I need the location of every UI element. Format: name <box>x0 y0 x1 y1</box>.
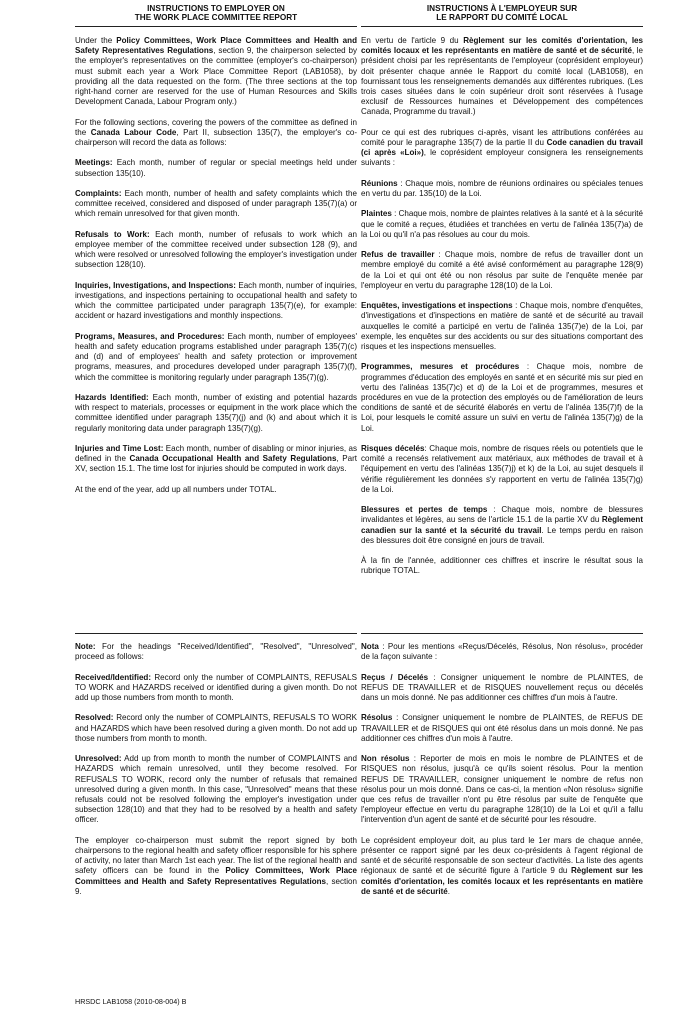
hazards-paragraph: Hazards Identified: Each month, number of existing and potential hazards with respect to materials, processes or equipment in the work place which the committee identified under paragraph 135(7)(j) and (k) and about which it is regularly monitoring data under paragraph 135(7)(g). <box>75 393 357 433</box>
header-french <box>361 4 643 27</box>
english-notes <box>75 642 357 907</box>
french-instructions <box>361 36 643 587</box>
unresolved-paragraph: Unresolved: Add up from month to month the number of COMPLAINTS and HAZARDS which remain unresolved, until they become resolved. For REFUSALS TO WORK, record only the number of refusals that remained unresolved during a given month. In this case, "Unresolved" means that these refusals could not be resolved following the employer's investigation under subsection 128(10) and that they had to be resolved by a health and safety officer. <box>75 754 357 825</box>
end-year-paragraph: À la fin de l'année, additionner ces chiffres et inscrire le résultat sous la rubrique TOTAL. <box>361 556 643 576</box>
inquiries-paragraph: Inquiries, Investigations, and Inspections: Each month, number of inquiries, investigations, and inspections pertaining to occupational health and safety to which the committee participated under paragraph 135(7)(e), for example: accident or hazard investigations and monthly inspections. <box>75 280 357 321</box>
english-instructions <box>75 36 357 505</box>
sections-paragraph: Pour ce qui est des rubriques ci-après, visant les attributions conférées au comité pour le paragraphe 135(7) de la partie II du Code canadien du travail (ci après «Loi»), le coprésident employeur consignera les renseignements suivants : <box>361 127 643 168</box>
header-english-line1: INSTRUCTIONS TO EMPLOYER ON <box>147 4 285 13</box>
note-paragraph: Nota : Pour les mentions «Reçus/Décelés, Résolus, Non résolus», procéder de la façon suivante : <box>361 642 643 662</box>
submit-paragraph: Le coprésident employeur doit, au plus tard le 1er mars de chaque année, présenter ce rapport signé par les deux co-présidents à l'agent régional de santé et de sécurité responsable de son secteur d'activités. La liste des agents régionaux de santé et de sécurité figure à l'article 9 du Règlement sur les comités d'orientation, les comités locaux et les représentants en matière de santé et de sécurité. <box>361 835 643 896</box>
meetings-paragraph: Réunions : Chaque mois, nombre de réunions ordinaires ou spéciales tenues en vertu du par. 135(10) de la Loi. <box>361 178 643 199</box>
complaints-paragraph: Complaints: Each month, number of health and safety complaints which the committee received, considered and disposed of under paragraph 135(7)(a) or which remain unresolved for that given month. <box>75 189 357 219</box>
resolved-paragraph: Resolved: Record only the number of COMPLAINTS, REFUSALS TO WORK and HAZARDS which have been resolved during a given month. Do not add up those numbers from month to month. <box>75 713 357 743</box>
received-paragraph: Reçus / Décelés : Consigner uniquement le nombre de PLAINTES, de REFUS DE TRAVAILLER et de RISQUES nouvellement reçus ou décelés dans un mois donné. Ne pas additionner ces chiffres d'un mois à l'autre. <box>361 672 643 702</box>
french-notes <box>361 642 643 907</box>
injuries-paragraph: Blessures et pertes de temps : Chaque mois, nombre de blessures invalidantes et légères, au sens de l'article 15.1 de la partie XV du Règlement canadien sur la santé et la sécurité du travail. Le temps perdu en raison des blessures doit être consigné en jours de travail. <box>361 505 643 545</box>
injuries-paragraph: Injuries and Time Lost: Each month, number of disabling or minor injuries, as defined in the Canada Occupational Health and Safety Regulations, Part XV, section 15.1. The time lost for injuries should be computed in work days. <box>75 444 357 474</box>
header-english <box>75 4 357 27</box>
intro-paragraph: Under the Policy Committees, Work Place Committees and Health and Safety Representatives Regulations, section 9, the chairperson selected by the employer's representatives on the committee (employer's co-chairperson) must submit each year a Work Place Committee Report (LAB1058), by providing all the data requested on the form. (The three sections at the top right-hand corner are reserved for the use of Human Resources and Skills Development Canada, Labour Program only.) <box>75 36 357 107</box>
hazards-paragraph: Risques décelés: Chaque mois, nombre de risques réels ou potentiels que le comité a recensés relativement aux matériaux, aux méthodes de travail et à l'équipement en vertu des l'alinéas 135(7)j) et k) de la Loi, au sujet desquels il vérifie régulièrement les données s'y rapportent en vertu de l'alinéa 135(7)g) de la Loi. <box>361 444 643 494</box>
intro-paragraph: En vertu de l'article 9 du Règlement sur les comités d'orientation, les comités locaux et les représentants en matière de santé et de sécurité, le président choisi par les représentants de l'employeur (coprésident employeur) doit présenter chaque année le Rapport du comité local (LAB1058), en fournissant tous les renseignements demandés aux différentes rubriques. (Les trois cases situées dans le coin supérieur droit sont réservées à l'usage exclusif de Ressources humaines et Développement des compétences Canada, Programme du travail.) <box>361 36 644 117</box>
resolved-paragraph: Résolus : Consigner uniquement le nombre de PLAINTES, de REFUS DE TRAVAILLER et de RISQUES qui ont été résolus dans un mois donné. Ne pas additionner ces chiffres d'un mois à l'autre. <box>361 713 643 743</box>
section-divider-right <box>361 633 643 634</box>
submit-paragraph: The employer co-chairperson must submit the report signed by both chairpersons to the regional health and safety officer responsible for his sphere of activity, no later than March 1st each year. The list of the regional health and safety officers can be found in the Policy Committees, Work Place Committees and Health and Safety Representatives Regulations, section 9. <box>75 835 357 896</box>
header-french-line1: INSTRUCTIONS À L'EMPLOYEUR SUR <box>426 4 578 13</box>
header-english-line2: THE WORK PLACE COMMITTEE REPORT <box>134 13 298 23</box>
note-paragraph: Note: For the headings "Received/Identified", "Resolved", "Unresolved", proceed as follows: <box>75 642 357 662</box>
programs-paragraph: Programs, Measures, and Procedures: Each month, number of employees' health and safety education programs established under paragraph 135(7)(c) and (d) and of employees' health and safety protection or improvement programs, measures, and procedures developed under paragraph 135(7)(f), which the committee is monitoring regularly under paragraph 135(7)(g). <box>75 331 357 382</box>
refusals-paragraph: Refus de travailler : Chaque mois, nombre de refus de travailler dont un membre employé du comité a été avisé conformément au paragraphe 128(9) de la Loi et qui ont été ou non résolus par suite de l'enquête menée par l'employeur en vertu du paragraphe 128(10) de la Loi. <box>361 250 643 290</box>
programs-paragraph: Programmes, mesures et procédures : Chaque mois, nombre de programmes d'éducation des employés en santé et en sécurité mis sur pied en vertu des l'alinéas 135(7)c) et d) de la Loi et de programmes, mesures et procédures en vue de la protection des employés ou de l'amélioration de leurs conditions de santé et de sécurité élaborés en vertu de l'alinéa 135(7)f) de la Loi, pour lesquels le comité assure un suivi en vertu de l'alinéa 135(7)g) de la Loi. <box>361 362 644 433</box>
received-paragraph: Received/Identified: Record only the number of COMPLAINTS, REFUSALS TO WORK and HAZARDS received or identified during a given month. Do not add up those numbers from month to month. <box>75 672 357 702</box>
section-divider-left <box>75 633 357 634</box>
end-year-paragraph: At the end of the year, add up all numbers under TOTAL. <box>75 484 277 494</box>
form-number-footer: HRSDC LAB1058 (2010-08-004) B <box>75 997 187 1006</box>
unresolved-paragraph: Non résolus : Reporter de mois en mois le nombre de PLAINTES et de RISQUES non résolus, jusqu'à ce qu'ils soient résolus. Pour la mention REFUS DE TRAVAILLER, consigner uniquement le nombre de refus non résolus pour un mois donné. Dans ce cas-ci, la mention «Non résolus» signifie que ces refus de travailler n'ont pu être résolus par suite de l'enquête que l'employeur effectue en vertu du paragraphe 128(10) de la Loi et qu'il a fallu l'intervention d'un agent de santé et de sécurité pour les résoudre. <box>361 754 643 825</box>
sections-paragraph: For the following sections, covering the powers of the committee as defined in the Canada Labour Code, Part II, subsection 135(7), the employer's co-chairperson will record the data as follows: <box>75 117 357 148</box>
meetings-paragraph: Meetings: Each month, number of regular or special meetings held under subsection 135(10). <box>75 158 357 178</box>
inquiries-paragraph: Enquêtes, investigations et inspections : Chaque mois, nombre d'enquêtes, d'investigations et d'inspections en matière de santé et de sécurité au travail auxquelles le comité a participé en vertu de l'alinéa 135(7)e) de la Loi, par exemple, les enquêtes sur des accidents ou sur des situations comportant des risques et les inspections mensuelles. <box>361 301 643 352</box>
refusals-paragraph: Refusals to Work: Each month, number of refusals to work which an employee member of the committee received under subsection 128 (9), and which were resolved or unresolved following the employer's investigation under subsection 128(10). <box>75 229 357 270</box>
complaints-paragraph: Plaintes : Chaque mois, nombre de plaintes relatives à la santé et à la sécurité que le comité a reçues, étudiées et tranchées en vertu de l'alinéa 135(7)a) de la Loi ou qu'il n'a pas résolues au cour du mois. <box>361 209 643 239</box>
header-french-line2: LE RAPPORT DU COMITÉ LOCAL <box>436 13 568 23</box>
